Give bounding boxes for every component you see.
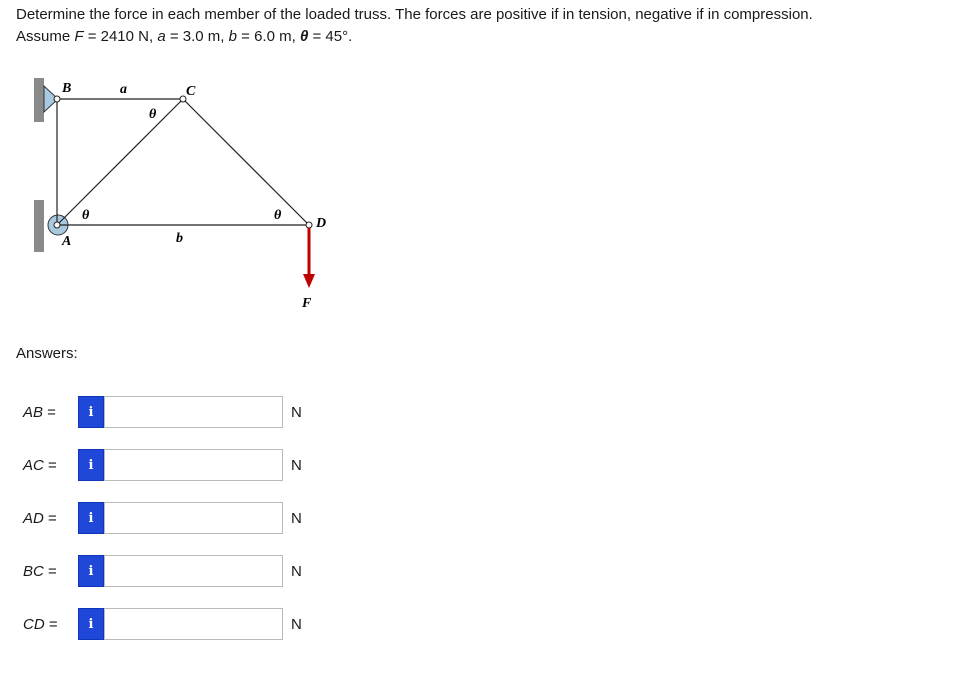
- member-ac: [57, 99, 183, 225]
- answer-label-bc: BC =: [23, 563, 57, 580]
- info-button[interactable]: i: [78, 396, 104, 428]
- answer-label-ad: AD =: [23, 510, 57, 527]
- truss-diagram: [0, 68, 360, 318]
- label-theta-a: θ: [82, 208, 90, 223]
- member-name: BC: [23, 563, 44, 580]
- member-name: AD: [23, 510, 44, 527]
- answer-input-ab[interactable]: [104, 396, 283, 428]
- unit-label: N: [291, 510, 302, 527]
- label-theta-c: θ: [149, 107, 157, 122]
- f-value: = 2410 N,: [83, 28, 158, 45]
- problem-line-2: [16, 26, 813, 48]
- joint-a: [54, 222, 60, 228]
- info-button[interactable]: i: [78, 502, 104, 534]
- answer-row-ac: [0, 449, 340, 483]
- problem-line-1: Determine the force in each member of the loaded truss. The forces are positive if in tension, negative if in compression.: [16, 6, 813, 23]
- load-arrow-head: [303, 274, 315, 288]
- answer-label-cd: CD =: [23, 616, 58, 633]
- info-button[interactable]: i: [78, 555, 104, 587]
- info-button[interactable]: i: [78, 449, 104, 481]
- label-theta-d: θ: [274, 208, 282, 223]
- member-name: AC: [23, 457, 44, 474]
- assume-text: Assume: [16, 28, 71, 45]
- theta-value: = 45°.: [308, 28, 353, 45]
- member-cd: [183, 99, 309, 225]
- answer-input-ad[interactable]: [104, 502, 283, 534]
- answer-row-cd: [0, 608, 340, 642]
- a-symbol: a: [157, 28, 166, 45]
- f-symbol: F: [74, 28, 84, 45]
- joint-b: [54, 96, 60, 102]
- member-name: AB: [23, 404, 44, 421]
- answer-input-bc[interactable]: [104, 555, 283, 587]
- problem-statement: [16, 4, 813, 48]
- label-c: C: [186, 84, 196, 99]
- answers-label: Answers:: [16, 345, 78, 362]
- label-b-dim: b: [176, 231, 183, 246]
- joint-d: [306, 222, 312, 228]
- b-value: = 6.0 m,: [236, 28, 300, 45]
- answer-label-ac: AC =: [23, 457, 57, 474]
- answer-row-ab: [0, 396, 340, 430]
- label-a-dim: a: [120, 82, 127, 97]
- b-symbol: b: [228, 28, 237, 45]
- unit-label: N: [291, 404, 302, 421]
- unit-label: N: [291, 457, 302, 474]
- member-name: CD: [23, 616, 45, 633]
- lower-wall: [34, 200, 44, 252]
- unit-label: N: [291, 616, 302, 633]
- label-b: B: [62, 81, 72, 96]
- label-d: D: [316, 216, 327, 231]
- answer-label-ab: AB =: [23, 404, 56, 421]
- answer-input-ac[interactable]: [104, 449, 283, 481]
- answer-row-bc: [0, 555, 340, 589]
- label-f: F: [302, 296, 312, 311]
- info-button[interactable]: i: [78, 608, 104, 640]
- theta-symbol: θ: [299, 28, 309, 45]
- answer-row-ad: [0, 502, 340, 536]
- upper-wall: [34, 78, 44, 122]
- label-a: A: [62, 234, 72, 249]
- unit-label: N: [291, 563, 302, 580]
- answer-input-cd[interactable]: [104, 608, 283, 640]
- a-value: = 3.0 m,: [165, 28, 229, 45]
